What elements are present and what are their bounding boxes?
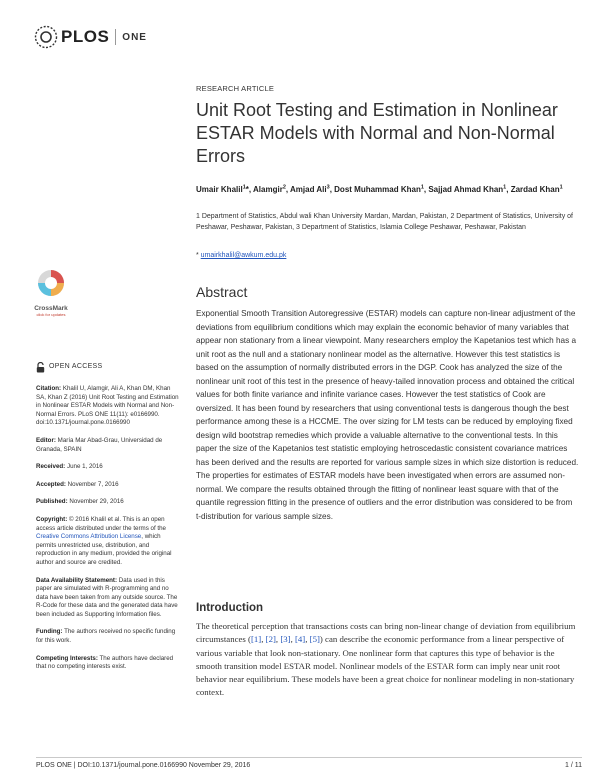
author[interactable]: Zardad Khan$^1$ <box>510 184 563 194</box>
email-link[interactable]: umairkhalil@awkum.edu.pk <box>200 252 287 259</box>
logo-divider <box>115 29 116 45</box>
corresponding-email: * umairkhalil@awkum.edu.pk <box>196 252 287 259</box>
editor: Editor: María Mar Abad-Grau, Universidad de Granada, SPAIN <box>36 436 163 453</box>
author[interactable]: Dost Muhammad Khan$^1$, <box>334 184 429 194</box>
article-title: Unit Root Testing and Estimation in Nonlinear ESTAR Models with Normal and Non-Normal Errors <box>196 100 558 166</box>
crossmark-icon <box>36 268 66 302</box>
abstract-text: Exponential Smooth Transition Autoregressive (ESTAR) models can capture non-linear adjustment of the deviations from equilibrium conditions which may explain the economic behavior of many variables that appear non stationary from a linear viewpoint. Many researchers employ the Kapetanios test which has a unit root as the null and a stationary nonlinear model as the alternative. However this test statistics is based on the assumption of normally distributed errors in the DGP. Cook has analyzed the size of the nonlinear unit root of this test in the presence of heavy-tailed innovation process and obtained the critical values for both finite variance and infinite variance cases. However the test statistics of Cook are oversized. It has been found by researchers that using conventional tests is dangerous though the best performance among these is a HCCME. The over sizing for LM tests can be reduced by employing fixed design wild bootstrap remedies which provide a valuable alternative to the conventional tests. In this paper the size of the Kapetanios test statistic employing hetroscedastic consistent covariance matrices has been derived and the results are reported for various sample sizes in which size distortion is reduced. The properties for estimates of ESTAR models have been investigated when errors are assumed non-normal. We compare the results obtained through the fitting of nonlinear least square with that of the quantile regression fitting in the presence of outliers and the error distribution was considered to be from t-distribution for various sample sizes. <box>196 309 579 521</box>
citation: Citation: Khalil U, Alamgir, Ali A, Khan DM, Khan SA, Khan Z (2016) Unit Root Testing and Estimation in Nonlinear ESTAR Models with Normal and Non-Normal Errors. PLoS ONE 11(11): e0166990. doi:10.1371/journal.pone.0166990 <box>36 385 179 427</box>
plos-logo-icon <box>34 25 58 49</box>
reference-link[interactable]: [1] <box>250 634 262 645</box>
author[interactable]: Amjad Ali$^3$, <box>290 184 335 194</box>
funding: Funding: The authors received no specific funding for this work. <box>36 628 176 645</box>
author[interactable]: Umair Khalil$^1$*, <box>196 184 254 194</box>
footer-divider <box>36 757 582 758</box>
reference-link[interactable]: [4] <box>294 634 306 645</box>
accepted-date: Accepted: November 7, 2016 <box>36 480 119 488</box>
affiliations: 1 Department of Statistics, Abdul wali Khan University Mardan, Mardan, Pakistan, 2 Department of Statistics, University of Peshawar, Peshawar, Pakistan, 3 Department of Statistics, Islamia College Peshawar, Peshawar, Pakistan <box>196 213 573 231</box>
open-access: OPEN ACCESS <box>36 362 182 373</box>
article-info-sidebar <box>36 362 182 681</box>
introduction-heading: Introduction <box>196 602 264 614</box>
introduction-text: The theoretical perception that transactions costs can bring non-linear change of deviation from equilibrium circumstances ([1], [2], [3], [4], [5]) can describe the economic performance from a linear perspective of various variable that look non-stationary. One nonlinear form that captures this type of behavior is the smooth transition model ESTAR model. Nonlinear models of the ESTAR form can imply near unit root behavior near equilibrium. These models have been a great choice for nonlinear modeling in non-stationary context. <box>196 621 576 698</box>
crossmark-sub: click for updates <box>36 312 66 317</box>
reference-link[interactable]: [2] <box>265 634 276 645</box>
competing-interests: Competing Interests: The authors have declared that no competing interests exist. <box>36 654 174 671</box>
received-date: Received: June 1, 2016 <box>36 463 103 471</box>
crossmark-label: CrossMark <box>34 305 68 312</box>
plos-logo <box>34 24 147 50</box>
data-availability: Data Availability Statement: Data used in this paper are simulated with R-programming and no data have been taken from any outside source. The R-Code for these data and the generated data have been included as Supporting Information files. <box>36 576 178 618</box>
footer-doi: PLOS ONE | DOI:10.1371/journal.pone.0166990 November 29, 2016 <box>36 762 251 769</box>
abstract-heading: Abstract <box>196 284 248 300</box>
open-lock-icon <box>36 362 45 373</box>
reference-link[interactable]: [5] <box>309 634 320 645</box>
reference-link[interactable]: [3] <box>280 634 291 645</box>
logo-brand: PLOS <box>61 27 110 46</box>
author[interactable]: Sajjad Ahmad Khan$^1$, <box>428 184 511 194</box>
published-date: Published: November 29, 2016 <box>36 498 124 506</box>
logo-journal: ONE <box>122 31 147 43</box>
author-list <box>196 180 576 197</box>
crossmark-badge[interactable] <box>30 268 72 320</box>
article-type: RESEARCH ARTICLE <box>196 84 275 93</box>
author[interactable]: Alamgir$^2$, <box>253 184 291 194</box>
page-number: 1 / 11 <box>565 762 582 769</box>
license-link[interactable]: Creative Commons Attribution License <box>36 533 142 541</box>
copyright: Copyright: © 2016 Khalil et al. This is an open access article distributed under the terms of the Creative Commons Attribution License, which permits unrestricted use, distribution, and reproduction in any medium, provided the original author and source are credited. <box>36 515 172 566</box>
